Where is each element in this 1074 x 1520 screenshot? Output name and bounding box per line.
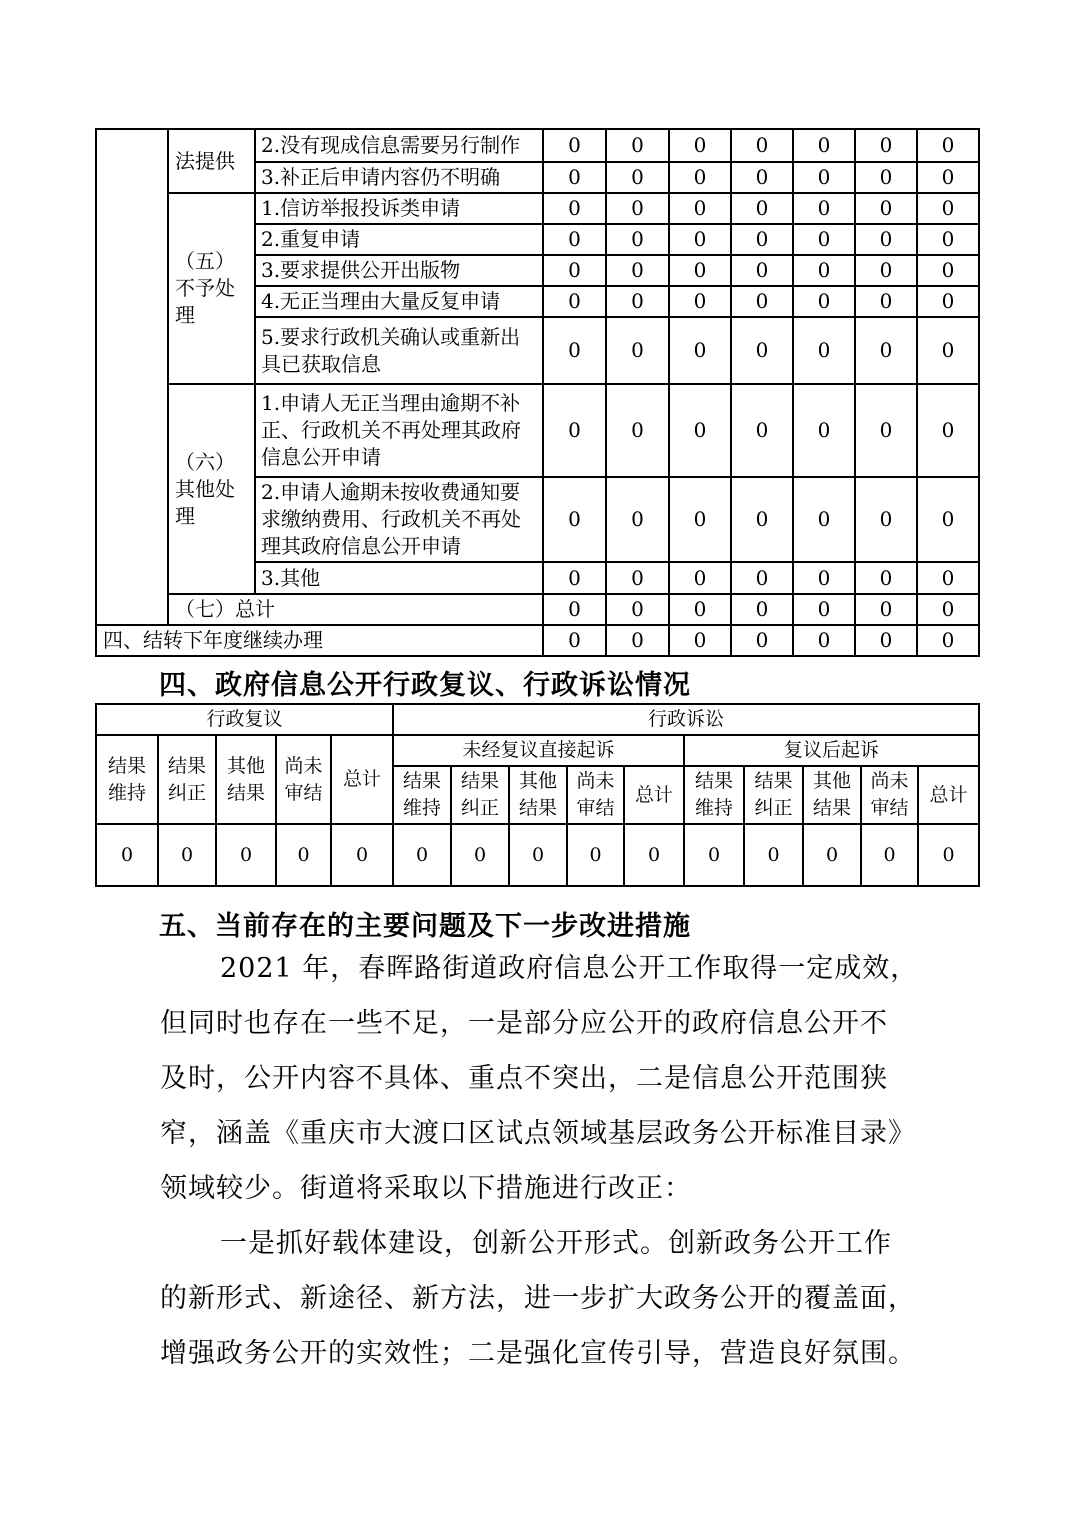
value-cell: 0	[606, 224, 669, 255]
value-cell: 0	[669, 286, 731, 317]
value-cell: 0	[731, 562, 793, 594]
application-results-table	[95, 128, 980, 657]
value-cell: 0	[731, 224, 793, 255]
section-heading-problems-measures: 五、当前存在的主要问题及下一步改进措施	[159, 911, 691, 941]
column-header-cell: 其他结果	[509, 766, 567, 824]
value-cell: 0	[731, 384, 793, 477]
value-cell: 0	[451, 824, 509, 886]
value-cell: 0	[276, 824, 331, 886]
paragraph-line: 领域较少。街道将采取以下措施进行改正：	[160, 1173, 692, 1204]
column-header-cell: 结果维持	[684, 766, 744, 824]
value-cell: 0	[624, 824, 684, 886]
value-cell: 0	[855, 224, 917, 255]
item-label-cell: 5.要求行政机关确认或重新出具已获取信息	[255, 317, 543, 384]
value-cell: 0	[393, 824, 451, 886]
value-cell: 0	[331, 824, 393, 886]
paragraph-line: 一是抓好载体建设，创新公开形式。创新政务公开工作	[220, 1228, 892, 1259]
value-cell: 0	[731, 594, 793, 625]
item-label-cell: 2.申请人逾期未按收费通知要求缴纳费用、行政机关不再处理其政府信息公开申请	[255, 477, 543, 562]
value-cell: 0	[793, 477, 855, 562]
item-label-cell: 1.信访举报投诉类申请	[255, 193, 543, 224]
value-cell: 0	[606, 286, 669, 317]
value-cell: 0	[606, 477, 669, 562]
value-cell: 0	[731, 317, 793, 384]
value-cell: 0	[669, 625, 731, 656]
value-cell: 0	[793, 193, 855, 224]
value-cell: 0	[731, 129, 793, 162]
value-cell: 0	[543, 224, 606, 255]
value-cell: 0	[793, 625, 855, 656]
value-cell: 0	[606, 562, 669, 594]
value-cell: 0	[216, 824, 276, 886]
group-cell-not-processed: （五）不予处理	[168, 193, 255, 384]
value-cell: 0	[793, 224, 855, 255]
value-cell: 0	[606, 384, 669, 477]
value-cell: 0	[855, 317, 917, 384]
value-cell: 0	[855, 255, 917, 286]
value-cell: 0	[669, 384, 731, 477]
paragraph-line: 2021 年，春晖路街道政府信息公开工作取得一定成效，	[220, 953, 919, 984]
column-header-cell: 其他结果	[216, 735, 276, 824]
value-cell: 0	[669, 193, 731, 224]
item-label-cell: 3.要求提供公开出版物	[255, 255, 543, 286]
value-cell: 0	[855, 562, 917, 594]
column-header-cell: 其他结果	[803, 766, 861, 824]
value-cell: 0	[543, 562, 606, 594]
value-cell: 0	[917, 286, 979, 317]
value-cell: 0	[917, 384, 979, 477]
value-cell: 0	[917, 162, 979, 193]
value-cell: 0	[793, 162, 855, 193]
value-cell: 0	[861, 824, 918, 886]
value-cell: 0	[917, 255, 979, 286]
value-cell: 0	[669, 224, 731, 255]
value-cell: 0	[917, 317, 979, 384]
value-cell: 0	[543, 384, 606, 477]
body-text	[160, 941, 970, 1381]
value-cell: 0	[669, 162, 731, 193]
carryover-row-label: 四、结转下年度继续办理	[96, 625, 543, 656]
item-label-cell: 3.其他	[255, 562, 543, 594]
value-cell: 0	[793, 562, 855, 594]
value-cell: 0	[793, 286, 855, 317]
value-cell: 0	[543, 129, 606, 162]
value-cell: 0	[731, 162, 793, 193]
group-cell-other-processing: （六）其他处理	[168, 384, 255, 594]
section-heading-review-litigation: 四、政府信息公开行政复议、行政诉讼情况	[159, 670, 691, 700]
column-header-cell: 尚未审结	[861, 766, 918, 824]
value-cell: 0	[793, 594, 855, 625]
value-cell: 0	[744, 824, 803, 886]
item-label-cell: 2.没有现成信息需要另行制作	[255, 129, 543, 162]
value-cell: 0	[606, 129, 669, 162]
value-cell: 0	[731, 477, 793, 562]
group-cell-unable-to-provide: 法提供	[168, 129, 255, 193]
value-cell: 0	[731, 625, 793, 656]
value-cell: 0	[731, 255, 793, 286]
value-cell: 0	[731, 286, 793, 317]
value-cell: 0	[855, 384, 917, 477]
value-cell: 0	[543, 162, 606, 193]
value-cell: 0	[567, 824, 624, 886]
value-cell: 0	[793, 255, 855, 286]
review-litigation-table	[95, 703, 980, 887]
value-cell: 0	[917, 477, 979, 562]
value-cell: 0	[606, 317, 669, 384]
column-header-cell: 总计	[624, 766, 684, 824]
value-cell: 0	[543, 594, 606, 625]
left-spanner-cell	[96, 129, 168, 625]
column-header-cell: 结果纠正	[744, 766, 803, 824]
column-header-cell: 结果维持	[393, 766, 451, 824]
value-cell: 0	[543, 255, 606, 286]
value-cell: 0	[917, 625, 979, 656]
value-cell: 0	[917, 594, 979, 625]
value-cell: 0	[793, 129, 855, 162]
value-cell: 0	[917, 129, 979, 162]
value-cell: 0	[855, 129, 917, 162]
value-cell: 0	[917, 193, 979, 224]
paragraph-line: 窄，涵盖《重庆市大渡口区试点领域基层政务公开标准目录》	[160, 1118, 916, 1149]
column-header-cell: 总计	[331, 735, 393, 824]
value-cell: 0	[606, 594, 669, 625]
value-cell: 0	[543, 317, 606, 384]
item-label-cell: 3.补正后申请内容仍不明确	[255, 162, 543, 193]
value-cell: 0	[917, 562, 979, 594]
litigation-group-header: 行政诉讼	[393, 704, 979, 735]
paragraph-line: 的新形式、新途径、新方法，进一步扩大政务公开的覆盖面，	[160, 1283, 916, 1314]
column-header-cell: 结果维持	[96, 735, 158, 824]
column-header-cell: 结果纠正	[158, 735, 216, 824]
paragraph-line: 及时，公开内容不具体、重点不突出，二是信息公开范围狭	[160, 1063, 888, 1094]
review-group-header: 行政复议	[96, 704, 393, 735]
item-label-cell: 2.重复申请	[255, 224, 543, 255]
value-cell: 0	[918, 824, 979, 886]
value-cell: 0	[684, 824, 744, 886]
value-cell: 0	[669, 317, 731, 384]
value-cell: 0	[543, 625, 606, 656]
value-cell: 0	[543, 286, 606, 317]
value-cell: 0	[606, 162, 669, 193]
paragraph-line: 增强政务公开的实效性；二是强化宣传引导，营造良好氛围。	[160, 1338, 916, 1369]
value-cell: 0	[606, 625, 669, 656]
column-header-cell: 总计	[918, 766, 979, 824]
value-cell: 0	[158, 824, 216, 886]
value-cell: 0	[669, 255, 731, 286]
value-cell: 0	[855, 193, 917, 224]
value-cell: 0	[669, 477, 731, 562]
value-cell: 0	[855, 625, 917, 656]
value-cell: 0	[917, 224, 979, 255]
value-cell: 0	[669, 129, 731, 162]
value-cell: 0	[793, 384, 855, 477]
value-cell: 0	[606, 255, 669, 286]
value-cell: 0	[669, 562, 731, 594]
column-header-cell: 结果纠正	[451, 766, 509, 824]
value-cell: 0	[855, 286, 917, 317]
column-header-cell: 尚未审结	[276, 735, 331, 824]
value-cell: 0	[543, 477, 606, 562]
value-cell: 0	[731, 193, 793, 224]
value-cell: 0	[543, 193, 606, 224]
total-row-label: （七）总计	[168, 594, 543, 625]
direct-suit-header: 未经复议直接起诉	[393, 735, 684, 766]
value-cell: 0	[669, 594, 731, 625]
value-cell: 0	[793, 317, 855, 384]
value-cell: 0	[855, 594, 917, 625]
value-cell: 0	[96, 824, 158, 886]
post-review-suit-header: 复议后起诉	[684, 735, 979, 766]
value-cell: 0	[855, 162, 917, 193]
value-cell: 0	[855, 477, 917, 562]
column-header-cell: 尚未审结	[567, 766, 624, 824]
item-label-cell: 4.无正当理由大量反复申请	[255, 286, 543, 317]
value-cell: 0	[606, 193, 669, 224]
paragraph-line: 但同时也存在一些不足，一是部分应公开的政府信息公开不	[160, 1008, 888, 1039]
value-cell: 0	[509, 824, 567, 886]
item-label-cell: 1.申请人无正当理由逾期不补正、行政机关不再处理其政府信息公开申请	[255, 384, 543, 477]
value-cell: 0	[803, 824, 861, 886]
